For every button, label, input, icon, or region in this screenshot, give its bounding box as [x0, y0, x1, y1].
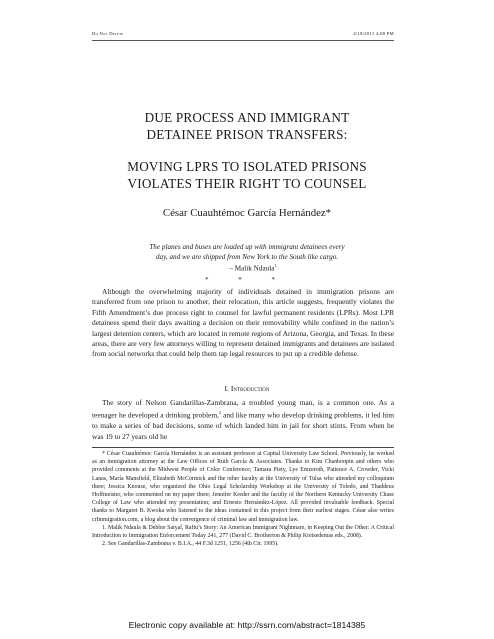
footnote-2: 2. See Gandarillas-Zambrana v. B.I.A., 44 F.3d 1251, 1256 (4th Cir. 1995).: [102, 541, 279, 548]
epigraph-line-1: The planes and buses are loaded up with immigrant detainees every: [149, 243, 345, 251]
main-title: [90, 109, 404, 143]
footnote-rule: [92, 447, 394, 448]
title-line-2: DETAINEE PRISON TRANSFERS:: [146, 127, 348, 142]
author-name: César Cuauhtémoc García Hernández*: [162, 207, 332, 219]
header-left: Do Not Delete: [92, 31, 124, 36]
ssrn-footer: Electronic copy available at: http://ssrn.com/abstract=1814385: [128, 620, 366, 630]
title-line-1: DUE PROCESS AND IMMIGRANT: [144, 110, 350, 125]
abstract-paragraph: [92, 287, 394, 360]
footnote-1: 1. Malik Ndaula & Debbie Satyal, Rafiu’s Story: An American Immigrant Nightmare, in Keeping Out the Other: A Critical Introduction to Immigration Enforcement Today 241, 277 (David C. Brotherton & Philip Kretsedemas eds., 2008).: [92, 524, 394, 540]
epigraph-attribution-text: – Malik Ndaula: [229, 264, 275, 273]
epigraph: [120, 242, 374, 262]
epigraph-line-2: day, and we are shipped from New York to the South like cargo.: [155, 253, 339, 261]
intro-text-2: and like many who develop drinking problems, it led him to make a series of bad decisions, some of which landed him in jail for short stints. From when he was 19 to 27 years old he: [92, 410, 394, 441]
footnote-star: * César Cuauhtémoc García Hernández is an assistant professor at Capital University Law School. Previously, he worked as an immigration attorney at the Law Offices of Ruth García & Associates. Thanks to Kim Chanbonpin and others who provided comments at the Midwest People of Color Conference; Tamara Piety, Lye Emzeroth, Patience A. Crowder, Vicki Lanas, María Mansfield, Elizabeth McCormick and the other faculty at the University of Tulsa who attended my colloquium there; Jessica Knouse, who organized the Ohio Legal Scholarship Workshop at the University of Toledo, and Thaddeus Hoffmeister, who commented on my paper there; Jennifer Kreder and the faculty of the Northern Kentucky University Chase College of Law who attended my presentation; and Ernesto Hernández-López. All provided invaluable feedback. Special thanks to Margaret B. Kwoka who listened to the ideas contained in this project from their earliest stages. César also writes crImmigration.com, a blog about the convergence of criminal law and immigration law.: [92, 451, 394, 523]
title-line-4: VIOLATES THEIR RIGHT TO COUNSEL: [127, 176, 367, 191]
intro-paragraph: [92, 398, 394, 442]
intro-text-1: The story of Nelson Gandarillas-Zambrana, a troubled young man, is a common one. As a teenager he developed a drinking problem,: [92, 398, 394, 420]
header-rule: [92, 40, 394, 41]
title-line-3: MOVING LPRS TO ISOLATED PRISONS: [127, 159, 367, 174]
footnote-ref-2: 2: [218, 410, 222, 416]
footnotes: [92, 450, 394, 548]
subtitle: [90, 158, 404, 192]
section-heading: I. Introduction: [224, 384, 270, 393]
header-right: 4/18/2011 4:08 PM: [353, 31, 394, 36]
epigraph-attribution: [0, 263, 494, 272]
abstract-text: Although the overwhelming majority of individuals detained in immigration prisons are transferred from one prison to another, their relocation, this article suggests, frequently violates the Fifth Amendment’s due process right to counsel for lawful permanent residents (LPRs). Most LPR detainees spend their days awaiting a decision on their removability while confined in the nation’s largest detention centers, which are located in remote regions of Arizona, Georgia, and Texas. In these areas, there are very few attorneys willing to represent detained immigrants and detainees are isolated from social networks that could help them tap legal resources to put up a credible defense.: [92, 287, 394, 359]
footnote-ref-1: 1: [274, 263, 277, 268]
section-separator: * * *: [205, 276, 289, 284]
